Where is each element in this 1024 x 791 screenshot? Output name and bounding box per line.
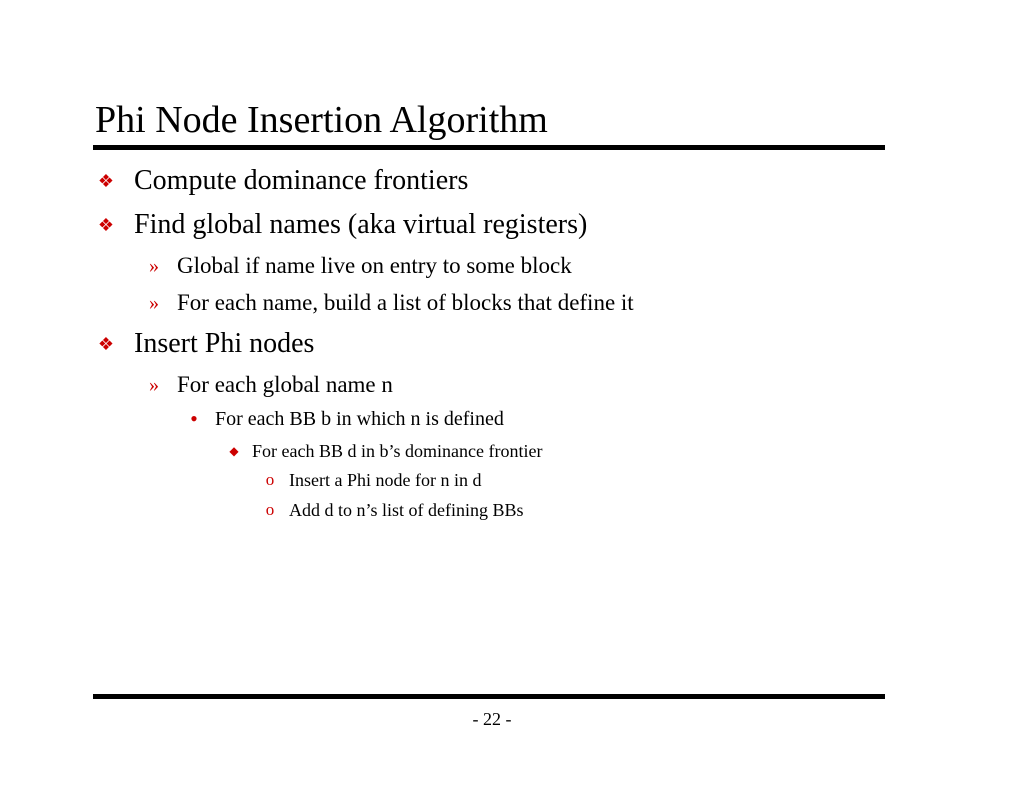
- circle-bullet-icon: o: [265, 470, 275, 489]
- sub-bullet-item: For each global name n: [177, 372, 393, 397]
- footer-rule: [93, 694, 885, 699]
- diamond-bullet-icon: ❖: [97, 334, 115, 354]
- title-underline: [93, 145, 885, 150]
- bullet-item: Insert Phi nodes: [134, 328, 315, 359]
- small-diamond-bullet-icon: ◆: [229, 444, 239, 458]
- double-chevron-bullet-icon: »: [149, 255, 159, 277]
- level5-bullet-item: Add d to n’s list of defining BBs: [289, 500, 524, 520]
- bullet-item: Find global names (aka virtual registers): [134, 209, 588, 240]
- slide-title: Phi Node Insertion Algorithm: [95, 99, 548, 141]
- diamond-bullet-icon: ❖: [97, 215, 115, 235]
- sub-sub-bullet-item: For each BB b in which n is defined: [215, 408, 504, 430]
- level4-bullet-item: For each BB d in b’s dominance frontier: [252, 441, 543, 461]
- page-number: - 22 -: [472, 709, 512, 729]
- circle-bullet-icon: o: [265, 500, 275, 519]
- double-chevron-bullet-icon: »: [149, 292, 159, 314]
- sub-bullet-item: For each name, build a list of blocks that define it: [177, 290, 634, 315]
- level5-bullet-item: Insert a Phi node for n in d: [289, 470, 482, 490]
- sub-bullet-item: Global if name live on entry to some block: [177, 253, 572, 278]
- double-chevron-bullet-icon: »: [149, 374, 159, 396]
- diamond-bullet-icon: ❖: [97, 171, 115, 191]
- bullet-item: Compute dominance frontiers: [134, 165, 469, 196]
- dot-bullet-icon: •: [190, 406, 198, 431]
